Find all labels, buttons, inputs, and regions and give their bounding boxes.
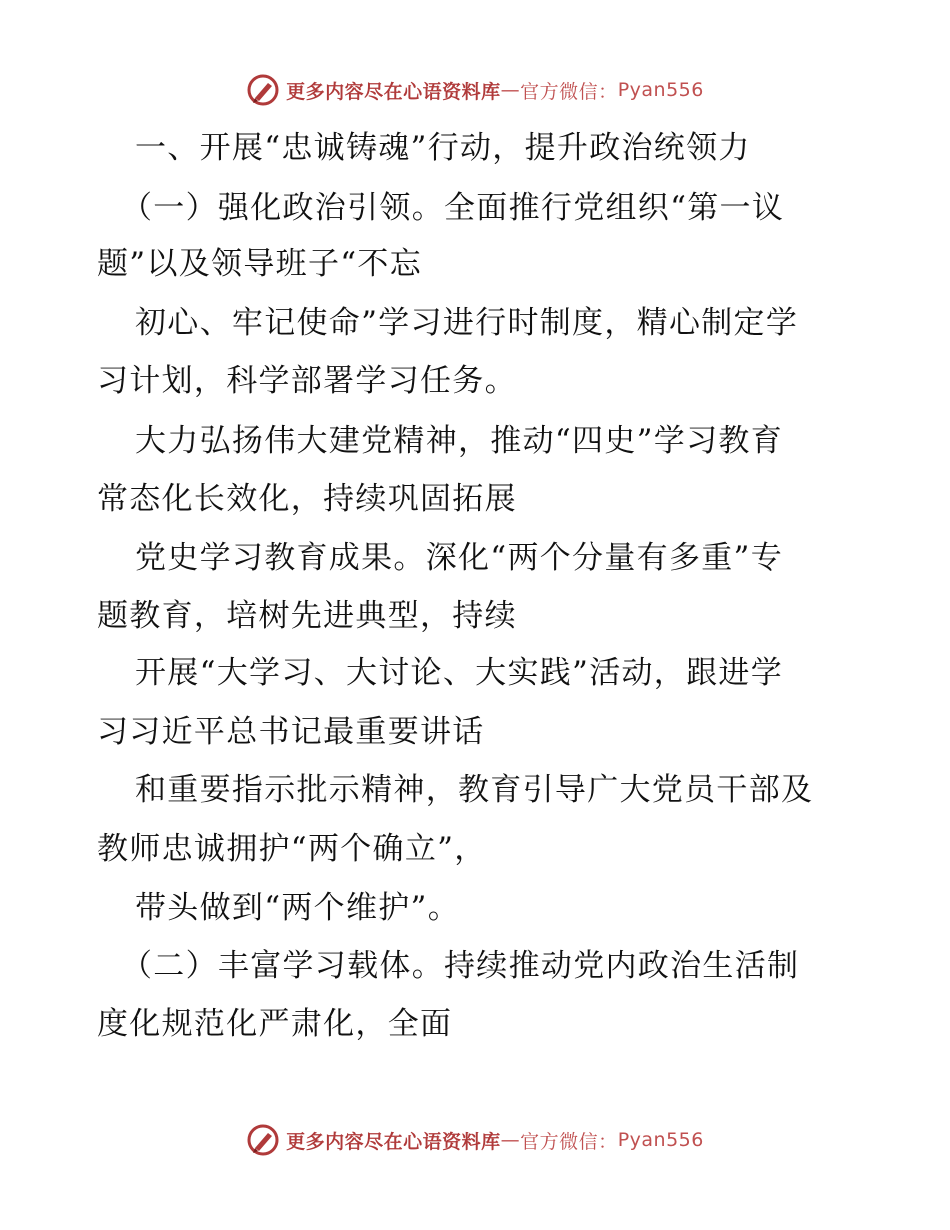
text-line: 和重要指示批示精神，教育引导广大党员干部及 <box>135 772 814 808</box>
banner-wechat-label: 官方微信： <box>520 80 618 103</box>
banner-dash: — <box>500 1129 521 1151</box>
banner-wechat-id: Pyan556 <box>617 1129 704 1151</box>
banner-wechat-id: Pyan556 <box>617 79 704 101</box>
text-line: 大力弘扬伟大建党精神，推动“四史”学习教育 <box>135 423 783 459</box>
text-line: 题教育，培树先进典型，持续 <box>97 598 517 634</box>
text-line: 习习近平总书记最重要讲话 <box>97 714 485 750</box>
banner-main-text: 更多内容尽在心语资料库 <box>286 1130 501 1153</box>
text-line: 党史学习教育成果。深化“两个分量有多重”专 <box>135 540 783 576</box>
text-line: 初心、牢记使命”学习进行时制度，精心制定学 <box>135 305 799 341</box>
text-line: 一、开展“忠诚铸魂”行动，提升政治统领力 <box>135 130 751 166</box>
header-banner <box>0 70 950 110</box>
pen-logo-icon <box>246 1123 280 1157</box>
text-line: （一）强化政治引领。全面推行党组织“第一议 <box>121 190 785 226</box>
text-line: 教师忠诚拥护“两个确立”， <box>97 831 487 867</box>
text-line: （二）丰富学习载体。持续推动党内政治生活制 <box>121 948 800 984</box>
text-line: 常态化长效化，持续巩固拓展 <box>97 481 517 517</box>
pen-logo-icon <box>246 73 280 107</box>
footer-banner <box>0 1120 950 1160</box>
text-line: 题”以及领导班子“不忘 <box>97 246 422 282</box>
banner-main-text: 更多内容尽在心语资料库 <box>286 80 501 103</box>
text-line: 度化规范化严肃化，全面 <box>97 1006 453 1042</box>
text-line: 带头做到“两个维护”。 <box>135 890 460 926</box>
text-line: 开展“大学习、大讨论、大实践”活动，跟进学 <box>135 655 783 691</box>
banner-dash: — <box>500 79 521 101</box>
banner-wechat-label: 官方微信： <box>520 1130 618 1153</box>
text-line: 习计划，科学部署学习任务。 <box>97 363 517 399</box>
